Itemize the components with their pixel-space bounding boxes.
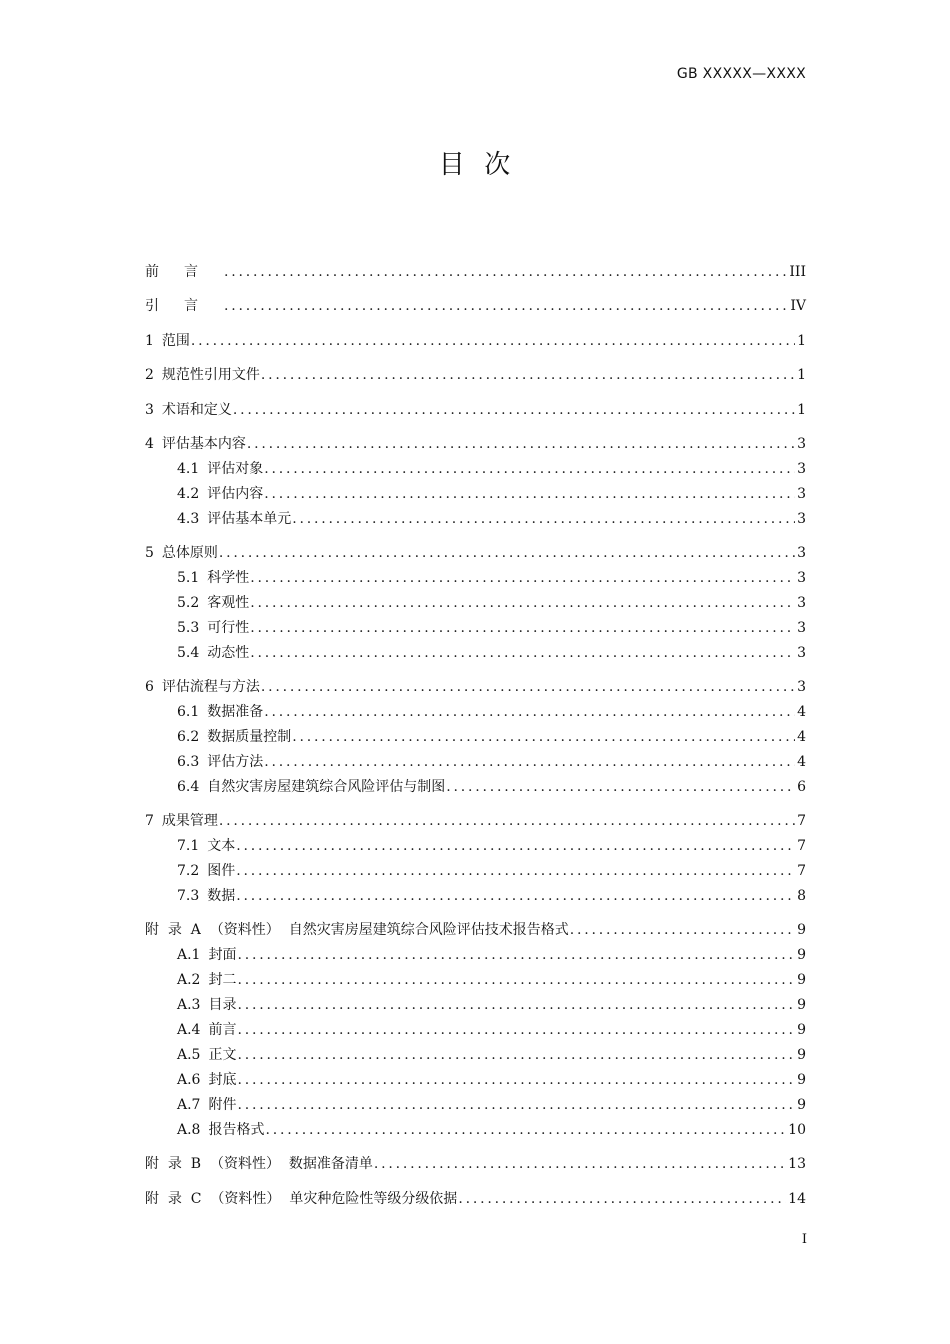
toc-section-number: A.7 [177,1097,201,1113]
toc-entry-title: 封底 [208,1072,237,1088]
toc-page-number: 1 [797,367,806,383]
toc-leader-dots [570,920,795,940]
toc-entry-4-2[interactable] [177,484,806,504]
toc-entry-title: 评估对象 [207,461,264,477]
toc-section-number: A.1 [177,947,201,963]
toc-page-number: 9 [797,947,806,963]
toc-section-number: 6.2 [177,729,200,745]
page-number: I [801,1232,807,1247]
toc-leader-dots [250,593,795,613]
toc-page-number: 1 [797,402,806,418]
toc-leader-dots [236,861,795,881]
toc-page-number: 9 [797,1072,806,1088]
toc-entry-5-2[interactable] [177,593,806,613]
toc-entry-title: 范围 [161,333,190,349]
toc-leader-dots [264,459,795,479]
toc-leader-dots [292,727,795,747]
toc-page-number: III [789,264,806,280]
toc-leader-dots [264,752,795,772]
toc-page-number: 7 [797,813,806,829]
toc-page-number: 3 [797,486,806,502]
toc-section-number: 7 [145,813,154,829]
toc-entry-7-1[interactable] [177,836,806,856]
toc-entry-1[interactable] [145,331,806,351]
toc-entry-3[interactable] [145,400,806,420]
toc-section-number: A.2 [177,972,201,988]
toc-entry-a-1[interactable] [177,945,806,965]
toc-page-number: 3 [797,570,806,586]
toc-page-number: 3 [797,511,806,527]
toc-entry-7-2[interactable] [177,861,806,881]
toc-entry-a-3[interactable] [177,995,806,1015]
document-code: GB XXXXX—XXXX [676,66,806,82]
toc-entry-a-8[interactable] [177,1120,806,1140]
toc-page-number: 4 [797,754,806,770]
toc-leader-dots [292,509,795,529]
toc-page-number: 3 [797,679,806,695]
toc-entry-title: 前言 [208,1022,237,1038]
toc-leader-dots [219,811,795,831]
toc-leader-dots [191,331,795,351]
toc-page-number: IV [790,298,806,314]
toc-section-number: 6.1 [177,704,200,720]
toc-entry-title: 评估基本内容 [161,436,246,452]
toc-section-number: A.8 [177,1122,201,1138]
toc-section-number: 5.4 [177,645,200,661]
toc-leader-dots [237,1095,795,1115]
toc-page-number: 8 [797,888,806,904]
toc-section-number: A.4 [177,1022,201,1038]
toc-page-number: 4 [797,704,806,720]
toc-section-number: 5.2 [177,595,200,611]
toc-section-number: 4.1 [177,461,200,477]
toc-entry-introduction[interactable] [145,296,806,316]
toc-page-number: 10 [788,1122,806,1138]
toc-page-number: 3 [797,620,806,636]
toc-leader-dots [237,970,795,990]
toc-leader-dots [237,1070,795,1090]
toc-entry-5[interactable] [145,543,806,563]
toc-section-number: 4.2 [177,486,200,502]
toc-entry-title: 目录 [208,997,237,1013]
toc-entry-4[interactable] [145,434,806,454]
toc-entry-7-3[interactable] [177,886,806,906]
toc-page-number: 7 [797,838,806,854]
toc-leader-dots [224,296,788,316]
toc-entry-6-1[interactable] [177,702,806,722]
toc-entry-title: 附 录 B （资料性） 数据准备清单 [145,1156,373,1172]
toc-page-number: 3 [797,545,806,561]
toc-page-number: 3 [797,461,806,477]
toc-section-number: 6.4 [177,779,200,795]
toc-page-number: 9 [797,1047,806,1063]
toc-entry-a-2[interactable] [177,970,806,990]
toc-entry-title: 图件 [207,863,236,879]
toc-page-number: 3 [797,645,806,661]
toc-section-number: 4 [145,436,154,452]
toc-entry-5-3[interactable] [177,618,806,638]
toc-entry-title: 自然灾害房屋建筑综合风险评估与制图 [207,779,446,795]
toc-page-number: 7 [797,863,806,879]
toc-section-number: 3 [145,402,154,418]
toc-leader-dots [446,777,795,797]
toc-entry-title: 评估基本单元 [207,511,292,527]
toc-entry-a-4[interactable] [177,1020,806,1040]
toc-entry-title: 规范性引用文件 [161,367,260,383]
toc-entry-7[interactable] [145,811,806,831]
toc-page-number: 6 [797,779,806,795]
toc-entry-title: 封面 [208,947,237,963]
toc-leader-dots [458,1189,786,1209]
toc-leader-dots [224,262,787,282]
toc-section-number: 7.2 [177,863,200,879]
toc-page-number: 9 [797,922,806,938]
toc-section-number: 5.3 [177,620,200,636]
toc-leader-dots [264,702,795,722]
toc-entry-title: 术语和定义 [161,402,232,418]
toc-entry-foreword[interactable] [145,262,806,282]
toc-section-number: A.3 [177,997,201,1013]
toc-page-number: 9 [797,1022,806,1038]
toc-entry-title: 附件 [208,1097,237,1113]
toc-section-number: 2 [145,367,154,383]
toc-section-number: 6.3 [177,754,200,770]
toc-entry-4-1[interactable] [177,459,806,479]
toc-leader-dots [219,543,795,563]
toc-leader-dots [236,836,795,856]
toc-entry-4-3[interactable] [177,509,806,529]
toc-entry-6-2[interactable] [177,727,806,747]
toc-entry-title: 附 录 C （资料性） 单灾种危险性等级分级依据 [145,1191,458,1207]
toc-entry-title: 封二 [208,972,237,988]
toc-leader-dots [374,1154,786,1174]
toc-entry-title: 数据 [207,888,236,904]
toc-page-number: 4 [797,729,806,745]
toc-leader-dots [261,677,795,697]
toc-leader-dots [250,643,795,663]
toc-section-number: 5 [145,545,154,561]
toc-leader-dots [237,995,795,1015]
toc-entry-annex-b[interactable] [145,1154,806,1174]
toc-leader-dots [265,1120,786,1140]
toc-entry-title: 评估方法 [207,754,264,770]
toc-entry-a-5[interactable] [177,1045,806,1065]
toc-entry-title: 文本 [207,838,236,854]
toc-entry-title: 附 录 A （资料性） 自然灾害房屋建筑综合风险评估技术报告格式 [145,922,569,938]
toc-entry-title: 科学性 [207,570,250,586]
toc-leader-dots [236,886,795,906]
toc-section-number: A.5 [177,1047,201,1063]
toc-leader-dots [237,945,795,965]
toc-entry-2[interactable] [145,365,806,385]
toc-leader-dots [264,484,795,504]
page-title: 目 次 [438,150,512,180]
toc-entry-title: 正文 [208,1047,237,1063]
toc-entry-title: 动态性 [207,645,250,661]
toc-page-number: 9 [797,1097,806,1113]
toc-entry-title: 评估内容 [207,486,264,502]
toc-page-number: 1 [797,333,806,349]
toc-entry-title: 总体原则 [161,545,218,561]
toc-page-number: 3 [797,436,806,452]
toc-entry-title: 报告格式 [208,1122,265,1138]
toc-section-number: A.6 [177,1072,201,1088]
toc-entry-5-4[interactable] [177,643,806,663]
toc-section-number: 4.3 [177,511,200,527]
toc-section-number: 7.1 [177,838,200,854]
toc-entry-title: 数据准备 [207,704,264,720]
toc-entry-annex-a[interactable] [145,920,806,940]
toc-entry-title: 客观性 [207,595,250,611]
toc-page-number: 13 [788,1156,806,1172]
toc-page-number: 9 [797,972,806,988]
toc-entry-6-4[interactable] [177,777,806,797]
toc-leader-dots [247,434,795,454]
toc-entry-annex-c[interactable] [145,1189,806,1209]
toc-leader-dots [250,568,795,588]
toc-leader-dots [261,365,795,385]
toc-section-number: 7.3 [177,888,200,904]
toc-entry-title: 数据质量控制 [207,729,292,745]
toc-entry-title: 可行性 [207,620,250,636]
table-of-contents [145,0,806,1344]
toc-section-number: 5.1 [177,570,200,586]
toc-section-number: 6 [145,679,154,695]
toc-leader-dots [250,618,795,638]
toc-entry-6[interactable] [145,677,806,697]
toc-entry-title: 成果管理 [161,813,218,829]
toc-entry-title: 前言 [145,264,223,280]
toc-page-number: 3 [797,595,806,611]
toc-entry-title: 引言 [145,298,223,314]
toc-page-number: 14 [788,1191,806,1207]
toc-page-number: 9 [797,997,806,1013]
toc-entry-5-1[interactable] [177,568,806,588]
toc-leader-dots [237,1045,795,1065]
toc-leader-dots [233,400,795,420]
toc-entry-a-6[interactable] [177,1070,806,1090]
toc-leader-dots [237,1020,795,1040]
toc-entry-title: 评估流程与方法 [161,679,260,695]
toc-entry-6-3[interactable] [177,752,806,772]
toc-entry-a-7[interactable] [177,1095,806,1115]
toc-section-number: 1 [145,333,154,349]
